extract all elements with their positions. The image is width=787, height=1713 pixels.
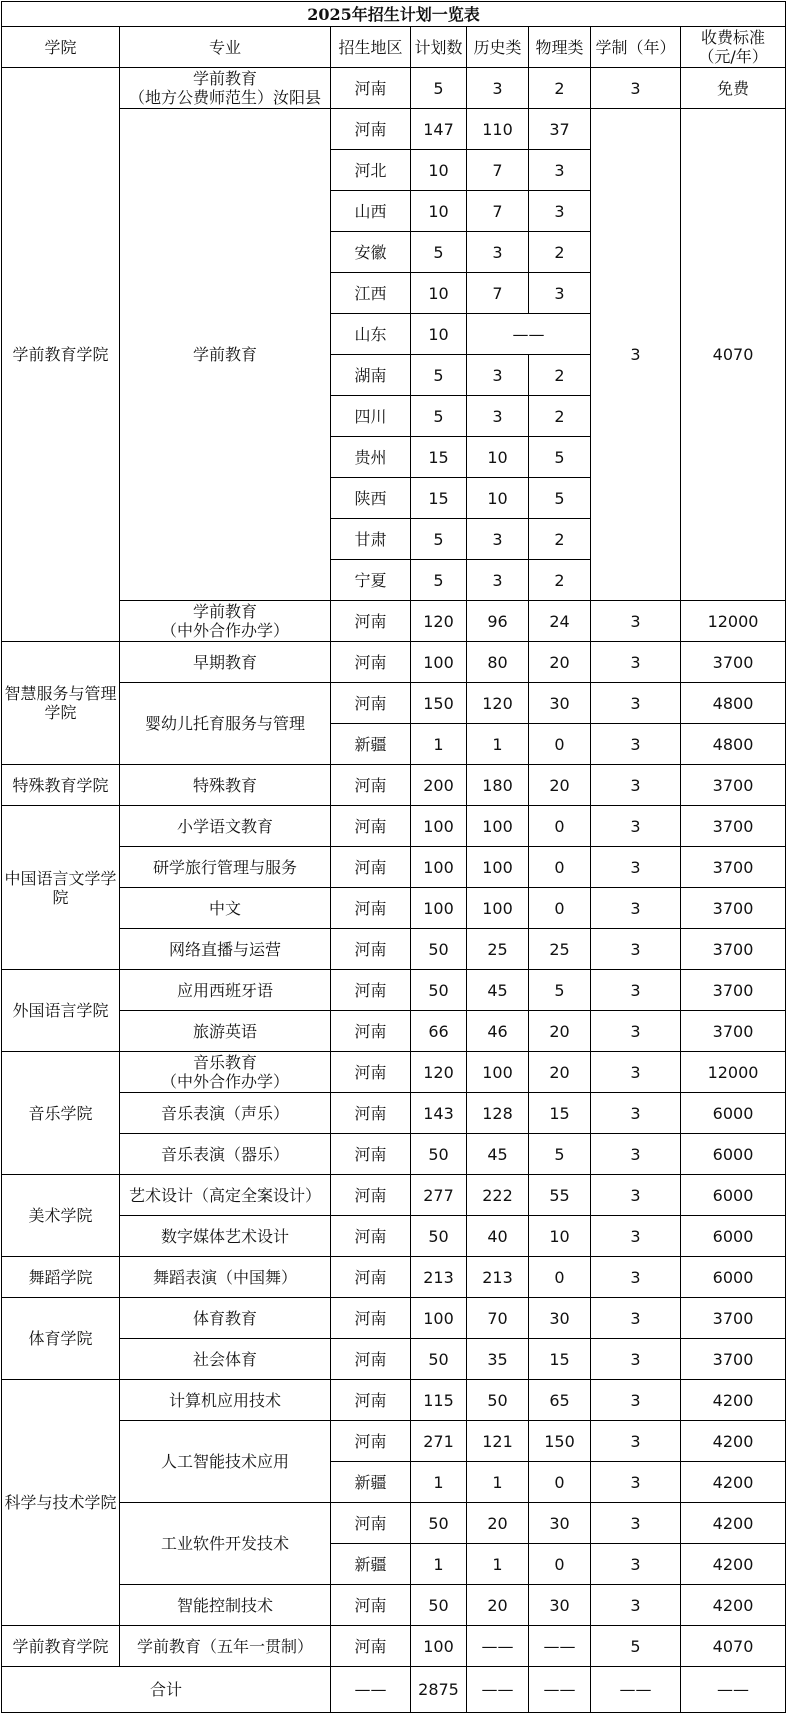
- years-cell: 3: [591, 1093, 681, 1134]
- history-cell: 20: [467, 1503, 529, 1544]
- history-cell: 25: [467, 929, 529, 970]
- region-cell: 山东: [331, 314, 411, 355]
- major-cell: 音乐教育 （中外合作办学）: [120, 1052, 331, 1093]
- region-cell: 河南: [331, 1298, 411, 1339]
- history-cell: 100: [467, 806, 529, 847]
- plan-cell: 100: [411, 1626, 467, 1667]
- table-row: [2, 68, 786, 109]
- major-cell: 旅游英语: [120, 1011, 331, 1052]
- plan-cell: 50: [411, 1585, 467, 1626]
- plan-cell: 1: [411, 724, 467, 765]
- history-cell: 3: [467, 396, 529, 437]
- years-cell: 3: [591, 642, 681, 683]
- history-cell: 100: [467, 847, 529, 888]
- history-cell: 3: [467, 68, 529, 109]
- region-cell: 河南: [331, 1011, 411, 1052]
- history-cell: 80: [467, 642, 529, 683]
- header-cell: 物理类: [529, 27, 591, 68]
- history-cell: 120: [467, 683, 529, 724]
- physics-cell: 2: [529, 560, 591, 601]
- region-cell: 贵州: [331, 437, 411, 478]
- physics-cell: 15: [529, 1093, 591, 1134]
- history-cell: 128: [467, 1093, 529, 1134]
- plan-cell: 50: [411, 1134, 467, 1175]
- fee-cell: 3700: [681, 642, 786, 683]
- history-cell: 10: [467, 478, 529, 519]
- physics-cell: 0: [529, 1544, 591, 1585]
- physics-cell: 15: [529, 1339, 591, 1380]
- fee-cell: 3700: [681, 1339, 786, 1380]
- plan-cell: 100: [411, 642, 467, 683]
- table-row: [2, 765, 786, 806]
- table-row: [2, 1175, 786, 1216]
- physics-cell: 65: [529, 1380, 591, 1421]
- college-cell: 美术学院: [2, 1175, 120, 1257]
- fee-cell: 3700: [681, 1011, 786, 1052]
- plan-cell: 120: [411, 1052, 467, 1093]
- major-cell: 智能控制技术: [120, 1585, 331, 1626]
- history-cell: 50: [467, 1380, 529, 1421]
- history-cell: 222: [467, 1175, 529, 1216]
- table-row: [2, 1626, 786, 1667]
- total-years: ——: [591, 1667, 681, 1713]
- physics-cell: 20: [529, 765, 591, 806]
- physics-cell: 5: [529, 1134, 591, 1175]
- history-cell: 96: [467, 601, 529, 642]
- physics-cell: 0: [529, 806, 591, 847]
- years-cell: 3: [591, 1011, 681, 1052]
- college-cell: 学前教育学院: [2, 1626, 120, 1667]
- table-row: [2, 1339, 786, 1380]
- region-cell: 甘肃: [331, 519, 411, 560]
- region-cell: 河南: [331, 1216, 411, 1257]
- physics-cell: 10: [529, 1216, 591, 1257]
- fee-cell: 6000: [681, 1257, 786, 1298]
- history-cell: 20: [467, 1585, 529, 1626]
- total-region: ——: [331, 1667, 411, 1713]
- history-cell: 45: [467, 1134, 529, 1175]
- enrollment-plan-table: [1, 1, 786, 1713]
- fee-cell: 6000: [681, 1216, 786, 1257]
- years-cell: 3: [591, 1421, 681, 1462]
- history-cell: 3: [467, 560, 529, 601]
- fee-cell: 12000: [681, 601, 786, 642]
- fee-cell: 4200: [681, 1421, 786, 1462]
- major-cell: 工业软件开发技术: [120, 1503, 331, 1585]
- physics-cell: 5: [529, 970, 591, 1011]
- table-row: [2, 109, 786, 150]
- region-cell: 宁夏: [331, 560, 411, 601]
- history-cell: 180: [467, 765, 529, 806]
- fee-cell: 4070: [681, 109, 786, 601]
- region-cell: 河南: [331, 806, 411, 847]
- major-cell: 艺术设计（高定全案设计）: [120, 1175, 331, 1216]
- plan-cell: 50: [411, 929, 467, 970]
- title-row: [2, 2, 786, 27]
- table-row: [2, 1134, 786, 1175]
- college-cell: 音乐学院: [2, 1052, 120, 1175]
- physics-cell: 2: [529, 519, 591, 560]
- physics-cell: 20: [529, 1011, 591, 1052]
- history-cell: 1: [467, 1462, 529, 1503]
- history-cell: 3: [467, 519, 529, 560]
- major-cell: 音乐表演（声乐）: [120, 1093, 331, 1134]
- fee-cell: 4200: [681, 1585, 786, 1626]
- header-cell: 收费标准（元/年）: [681, 27, 786, 68]
- fee-cell: 4200: [681, 1462, 786, 1503]
- plan-cell: 10: [411, 273, 467, 314]
- years-cell: 3: [591, 1380, 681, 1421]
- region-cell: 河南: [331, 765, 411, 806]
- major-cell: 中文: [120, 888, 331, 929]
- region-cell: 河南: [331, 1626, 411, 1667]
- plan-cell: 277: [411, 1175, 467, 1216]
- physics-cell: 5: [529, 478, 591, 519]
- table-row: [2, 847, 786, 888]
- region-cell: 山西: [331, 191, 411, 232]
- region-cell: 河南: [331, 847, 411, 888]
- table-row: [2, 1380, 786, 1421]
- major-cell: 小学语文教育: [120, 806, 331, 847]
- region-cell: 新疆: [331, 724, 411, 765]
- major-cell: 网络直播与运营: [120, 929, 331, 970]
- history-cell: 100: [467, 1052, 529, 1093]
- history-cell: 3: [467, 232, 529, 273]
- history-cell: 7: [467, 191, 529, 232]
- fee-cell: 4070: [681, 1626, 786, 1667]
- region-cell: 湖南: [331, 355, 411, 396]
- years-cell: 3: [591, 1339, 681, 1380]
- history-cell: 100: [467, 888, 529, 929]
- table-row: [2, 1257, 786, 1298]
- total-physics: ——: [529, 1667, 591, 1713]
- fee-cell: 3700: [681, 847, 786, 888]
- physics-cell: 0: [529, 888, 591, 929]
- header-cell: 学制（年）: [591, 27, 681, 68]
- plan-cell: 15: [411, 437, 467, 478]
- years-cell: 3: [591, 1052, 681, 1093]
- years-cell: 3: [591, 68, 681, 109]
- history-physics-merged-cell: ——: [467, 314, 591, 355]
- fee-cell: 4200: [681, 1503, 786, 1544]
- fee-cell: 6000: [681, 1093, 786, 1134]
- years-cell: 3: [591, 1134, 681, 1175]
- years-cell: 3: [591, 970, 681, 1011]
- plan-cell: 271: [411, 1421, 467, 1462]
- table-row: [2, 888, 786, 929]
- physics-cell: 2: [529, 355, 591, 396]
- fee-cell: 4800: [681, 724, 786, 765]
- region-cell: 河南: [331, 109, 411, 150]
- header-cell: 历史类: [467, 27, 529, 68]
- history-cell: 46: [467, 1011, 529, 1052]
- table-row: [2, 601, 786, 642]
- header-cell: 计划数: [411, 27, 467, 68]
- region-cell: 河南: [331, 929, 411, 970]
- major-cell: 计算机应用技术: [120, 1380, 331, 1421]
- major-cell: 舞蹈表演（中国舞）: [120, 1257, 331, 1298]
- plan-cell: 50: [411, 1503, 467, 1544]
- region-cell: 河南: [331, 1134, 411, 1175]
- physics-cell: 30: [529, 683, 591, 724]
- plan-cell: 5: [411, 396, 467, 437]
- years-cell: 3: [591, 806, 681, 847]
- physics-cell: 30: [529, 1585, 591, 1626]
- plan-cell: 50: [411, 970, 467, 1011]
- region-cell: 河南: [331, 601, 411, 642]
- years-cell: 3: [591, 1175, 681, 1216]
- history-cell: 213: [467, 1257, 529, 1298]
- physics-cell: 5: [529, 437, 591, 478]
- fee-cell: 4800: [681, 683, 786, 724]
- table-row: [2, 1503, 786, 1544]
- plan-cell: 150: [411, 683, 467, 724]
- physics-cell: 2: [529, 68, 591, 109]
- plan-cell: 143: [411, 1093, 467, 1134]
- fee-cell: 6000: [681, 1175, 786, 1216]
- table-title: 2025年招生计划一览表: [2, 2, 786, 27]
- plan-cell: 1: [411, 1462, 467, 1503]
- region-cell: 陕西: [331, 478, 411, 519]
- plan-cell: 10: [411, 191, 467, 232]
- physics-cell: 24: [529, 601, 591, 642]
- table-row: [2, 970, 786, 1011]
- college-cell: 智慧服务与管理学院: [2, 642, 120, 765]
- table-row: [2, 929, 786, 970]
- plan-cell: 115: [411, 1380, 467, 1421]
- plan-cell: 66: [411, 1011, 467, 1052]
- history-cell: ——: [467, 1626, 529, 1667]
- plan-cell: 5: [411, 68, 467, 109]
- years-cell: 3: [591, 847, 681, 888]
- physics-cell: ——: [529, 1626, 591, 1667]
- plan-cell: 213: [411, 1257, 467, 1298]
- physics-cell: 3: [529, 150, 591, 191]
- major-cell: 学前教育 （中外合作办学）: [120, 601, 331, 642]
- total-label: 合计: [2, 1667, 331, 1713]
- physics-cell: 0: [529, 1462, 591, 1503]
- region-cell: 河南: [331, 970, 411, 1011]
- major-cell: 音乐表演（器乐）: [120, 1134, 331, 1175]
- physics-cell: 25: [529, 929, 591, 970]
- region-cell: 安徽: [331, 232, 411, 273]
- major-cell: 婴幼儿托育服务与管理: [120, 683, 331, 765]
- fee-cell: 12000: [681, 1052, 786, 1093]
- header-row: [2, 27, 786, 68]
- plan-cell: 100: [411, 847, 467, 888]
- plan-cell: 15: [411, 478, 467, 519]
- physics-cell: 20: [529, 642, 591, 683]
- years-cell: 3: [591, 1298, 681, 1339]
- major-cell: 学前教育（五年一贯制）: [120, 1626, 331, 1667]
- region-cell: 河南: [331, 1380, 411, 1421]
- plan-cell: 50: [411, 1339, 467, 1380]
- table-row: [2, 806, 786, 847]
- fee-cell: 免费: [681, 68, 786, 109]
- plan-cell: 200: [411, 765, 467, 806]
- history-cell: 40: [467, 1216, 529, 1257]
- college-cell: 外国语言学院: [2, 970, 120, 1052]
- region-cell: 河南: [331, 683, 411, 724]
- region-cell: 新疆: [331, 1462, 411, 1503]
- region-cell: 四川: [331, 396, 411, 437]
- physics-cell: 30: [529, 1503, 591, 1544]
- region-cell: 河北: [331, 150, 411, 191]
- fee-cell: 4200: [681, 1380, 786, 1421]
- college-cell: 中国语言文学学院: [2, 806, 120, 970]
- fee-cell: 6000: [681, 1134, 786, 1175]
- region-cell: 河南: [331, 1093, 411, 1134]
- history-cell: 1: [467, 724, 529, 765]
- history-cell: 7: [467, 273, 529, 314]
- physics-cell: 37: [529, 109, 591, 150]
- years-cell: 3: [591, 765, 681, 806]
- history-cell: 35: [467, 1339, 529, 1380]
- major-cell: 学前教育 （地方公费师范生）汝阳县: [120, 68, 331, 109]
- region-cell: 河南: [331, 1052, 411, 1093]
- physics-cell: 0: [529, 724, 591, 765]
- major-cell: 研学旅行管理与服务: [120, 847, 331, 888]
- table-row: [2, 1216, 786, 1257]
- history-cell: 45: [467, 970, 529, 1011]
- total-history: ——: [467, 1667, 529, 1713]
- table-row: [2, 642, 786, 683]
- total-fee: ——: [681, 1667, 786, 1713]
- college-cell: 特殊教育学院: [2, 765, 120, 806]
- years-cell: 3: [591, 1585, 681, 1626]
- history-cell: 10: [467, 437, 529, 478]
- fee-cell: 3700: [681, 888, 786, 929]
- years-cell: 3: [591, 1503, 681, 1544]
- plan-cell: 100: [411, 1298, 467, 1339]
- years-cell: 3: [591, 109, 681, 601]
- fee-cell: 4200: [681, 1544, 786, 1585]
- physics-cell: 2: [529, 232, 591, 273]
- major-cell: 社会体育: [120, 1339, 331, 1380]
- plan-cell: 5: [411, 519, 467, 560]
- plan-cell: 100: [411, 806, 467, 847]
- physics-cell: 2: [529, 396, 591, 437]
- region-cell: 新疆: [331, 1544, 411, 1585]
- major-cell: 人工智能技术应用: [120, 1421, 331, 1503]
- plan-cell: 5: [411, 355, 467, 396]
- table-row: [2, 1298, 786, 1339]
- years-cell: 3: [591, 683, 681, 724]
- table-row: [2, 1011, 786, 1052]
- major-cell: 特殊教育: [120, 765, 331, 806]
- years-cell: 3: [591, 1257, 681, 1298]
- header-cell: 专业: [120, 27, 331, 68]
- plan-cell: 5: [411, 560, 467, 601]
- table-row: [2, 1585, 786, 1626]
- physics-cell: 30: [529, 1298, 591, 1339]
- plan-cell: 120: [411, 601, 467, 642]
- years-cell: 3: [591, 724, 681, 765]
- region-cell: 江西: [331, 273, 411, 314]
- plan-cell: 147: [411, 109, 467, 150]
- header-cell: 招生地区: [331, 27, 411, 68]
- region-cell: 河南: [331, 1175, 411, 1216]
- region-cell: 河南: [331, 68, 411, 109]
- major-cell: 数字媒体艺术设计: [120, 1216, 331, 1257]
- fee-cell: 3700: [681, 929, 786, 970]
- plan-cell: 1: [411, 1544, 467, 1585]
- physics-cell: 0: [529, 1257, 591, 1298]
- history-cell: 110: [467, 109, 529, 150]
- fee-cell: 3700: [681, 765, 786, 806]
- physics-cell: 20: [529, 1052, 591, 1093]
- physics-cell: 3: [529, 191, 591, 232]
- region-cell: 河南: [331, 1503, 411, 1544]
- history-cell: 3: [467, 355, 529, 396]
- history-cell: 1: [467, 1544, 529, 1585]
- table-row: [2, 683, 786, 724]
- history-cell: 7: [467, 150, 529, 191]
- physics-cell: 55: [529, 1175, 591, 1216]
- fee-cell: 3700: [681, 806, 786, 847]
- plan-cell: 100: [411, 888, 467, 929]
- region-cell: 河南: [331, 642, 411, 683]
- plan-cell: 10: [411, 150, 467, 191]
- years-cell: 5: [591, 1626, 681, 1667]
- years-cell: 3: [591, 1462, 681, 1503]
- college-cell: 学前教育学院: [2, 68, 120, 642]
- college-cell: 科学与技术学院: [2, 1380, 120, 1626]
- region-cell: 河南: [331, 1421, 411, 1462]
- table-row: [2, 1052, 786, 1093]
- physics-cell: 0: [529, 847, 591, 888]
- region-cell: 河南: [331, 1257, 411, 1298]
- years-cell: 3: [591, 888, 681, 929]
- plan-cell: 10: [411, 314, 467, 355]
- region-cell: 河南: [331, 888, 411, 929]
- years-cell: 3: [591, 1544, 681, 1585]
- years-cell: 3: [591, 929, 681, 970]
- plan-cell: 5: [411, 232, 467, 273]
- years-cell: 3: [591, 1216, 681, 1257]
- physics-cell: 3: [529, 273, 591, 314]
- table-row: [2, 1093, 786, 1134]
- plan-cell: 50: [411, 1216, 467, 1257]
- college-cell: 体育学院: [2, 1298, 120, 1380]
- major-cell: 早期教育: [120, 642, 331, 683]
- region-cell: 河南: [331, 1339, 411, 1380]
- physics-cell: 150: [529, 1421, 591, 1462]
- years-cell: 3: [591, 601, 681, 642]
- total-plan: 2875: [411, 1667, 467, 1713]
- table-row: [2, 1421, 786, 1462]
- major-cell: 学前教育: [120, 109, 331, 601]
- region-cell: 河南: [331, 1585, 411, 1626]
- college-cell: 舞蹈学院: [2, 1257, 120, 1298]
- history-cell: 70: [467, 1298, 529, 1339]
- header-cell: 学院: [2, 27, 120, 68]
- fee-cell: 3700: [681, 1298, 786, 1339]
- major-cell: 体育教育: [120, 1298, 331, 1339]
- major-cell: 应用西班牙语: [120, 970, 331, 1011]
- fee-cell: 3700: [681, 970, 786, 1011]
- history-cell: 121: [467, 1421, 529, 1462]
